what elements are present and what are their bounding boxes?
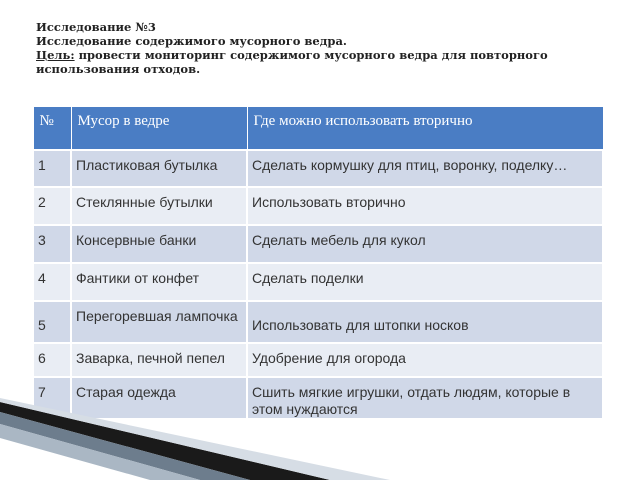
table-row [33, 343, 603, 377]
row-number: 4 [33, 263, 71, 301]
row-number: 1 [33, 150, 71, 187]
header-number: № [33, 107, 71, 151]
row-number: 7 [33, 377, 71, 419]
research-number: Исследование №3 [36, 20, 156, 34]
row-reuse: Использовать для штопки носков [247, 301, 603, 343]
waste-table [32, 106, 604, 420]
header-waste: Мусор в ведре [71, 107, 247, 151]
goal-text: провести мониторинг содержимого мусорного ведра для повторного использования отходов. [36, 48, 548, 76]
row-reuse: Сшить мягкие игрушки, отдать людям, которые в этом нуждаются [247, 377, 603, 419]
header-reuse: Где можно использовать вторично [247, 107, 603, 151]
row-reuse: Использовать вторично [247, 187, 603, 225]
row-waste: Стеклянные бутылки [71, 187, 247, 225]
row-waste: Заварка, печной пепел [71, 343, 247, 377]
decorative-stripes [0, 398, 640, 480]
row-reuse: Удобрение для огорода [247, 343, 603, 377]
table-row [33, 150, 603, 187]
row-reuse: Сделать поделки [247, 263, 603, 301]
row-waste: Консервные банки [71, 225, 247, 263]
row-reuse: Сделать кормушку для птиц, воронку, поделку… [247, 150, 603, 187]
table-header-row [33, 107, 603, 151]
row-reuse: Сделать мебель для кукол [247, 225, 603, 263]
row-number: 2 [33, 187, 71, 225]
row-number: 5 [33, 301, 71, 343]
research-title: Исследование содержимого мусорного ведра. [36, 34, 347, 48]
row-waste: Перегоревшая лампочка [71, 301, 247, 343]
table-row [33, 301, 603, 343]
table-row [33, 187, 603, 225]
row-number: 3 [33, 225, 71, 263]
slide-header [36, 20, 616, 76]
row-waste: Пластиковая бутылка [71, 150, 247, 187]
table-row [33, 225, 603, 263]
row-number: 6 [33, 343, 71, 377]
goal-label: Цель: [36, 48, 75, 62]
row-waste: Старая одежда [71, 377, 247, 419]
table-row [33, 263, 603, 301]
row-waste: Фантики от конфет [71, 263, 247, 301]
research-goal [36, 48, 616, 76]
